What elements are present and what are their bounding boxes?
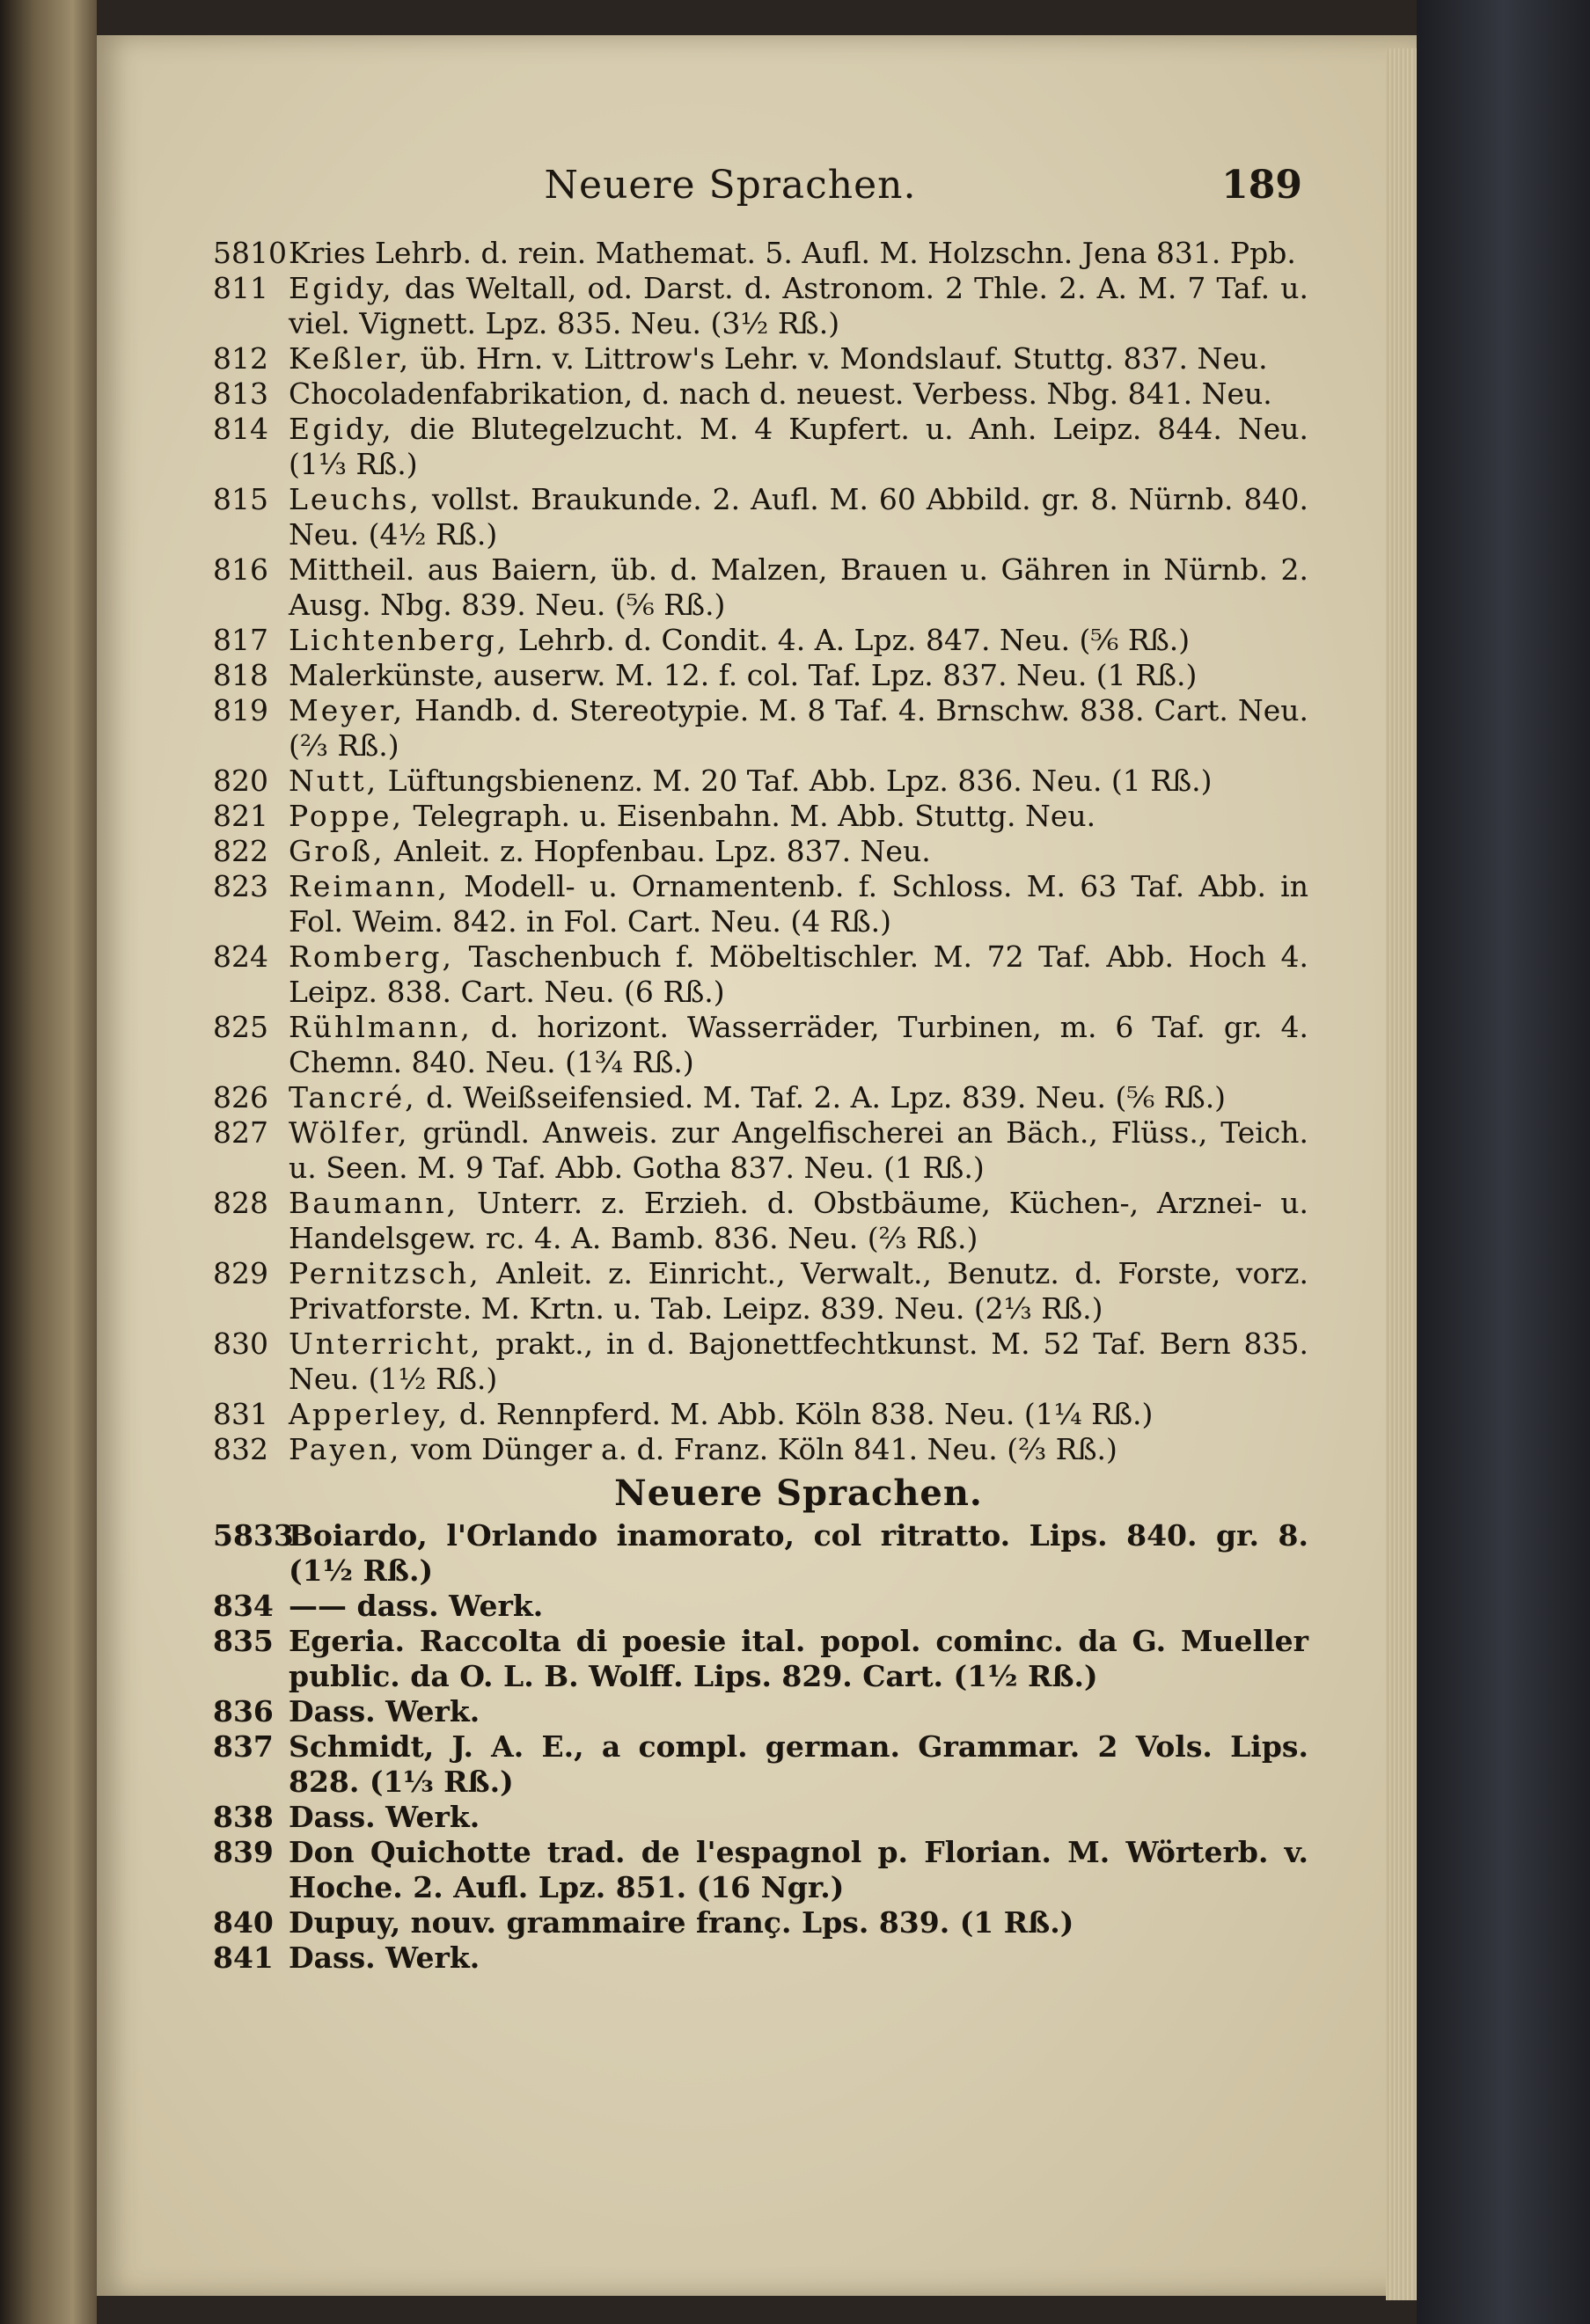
catalog-entry: [213, 1729, 1308, 1800]
entry-author: Poppe,: [289, 799, 405, 833]
catalog-entry: [213, 376, 1308, 412]
german-entry-list: [213, 236, 1308, 1467]
entry-number: 835: [213, 1624, 274, 1658]
catalog-entry: [213, 1694, 1308, 1729]
catalog-entry: [213, 1397, 1308, 1432]
entry-text: [289, 834, 1308, 869]
catalog-entry: [213, 482, 1308, 552]
entry-number: 823: [213, 869, 268, 903]
catalog-entry: [213, 1186, 1308, 1256]
entry-text: [289, 1080, 1308, 1115]
entry-text: Dass. Werk.: [289, 1940, 480, 1975]
entry-number: 820: [213, 764, 268, 798]
entry-description: das Weltall, od. Darst. d. Astronom. 2 Thle. 2. A. M. 7 Taf. u. viel. Vignett. Lpz. 835. Neu. (3½ Rß.): [289, 271, 1308, 340]
entry-text: [289, 1432, 1308, 1467]
entry-number: 829: [213, 1256, 268, 1290]
background-surface: [1417, 0, 1590, 2324]
entry-number: 813: [213, 376, 268, 411]
entry-description: d. Rennpferd. M. Abb. Köln 838. Neu. (1¼ Rß.): [458, 1397, 1154, 1431]
section-title: Neuere Sprachen.: [614, 1473, 983, 1514]
entry-text: Egeria. Raccolta di poesie ital. popol. cominc. da G. Mueller public. da O. L. B. Wolff. Lips. 829. Cart. (1½ Rß.): [289, 1624, 1308, 1693]
entry-description: prakt., in d. Bajonettfechtkunst. M. 52 Taf. Bern 835. Neu. (1½ Rß.): [289, 1326, 1308, 1396]
entry-text: [289, 658, 1308, 693]
entry-text: [289, 552, 1308, 623]
catalog-entry: [213, 869, 1308, 939]
catalog-entry: [213, 1326, 1308, 1397]
entry-author: Payen,: [289, 1432, 402, 1466]
entry-author: Reimann,: [289, 869, 450, 903]
entry-author: Romberg,: [289, 939, 455, 974]
entry-text: [289, 1186, 1308, 1256]
page-stack-edge: [1386, 48, 1417, 2300]
catalog-entry: [213, 1256, 1308, 1326]
entry-author: Keßler,: [289, 341, 412, 376]
entry-description: gründl. Anweis. zur Angelfischerei an Bäch., Flüss., Teich. u. Seen. M. 9 Taf. Abb. Gotha 837. Neu. (1 Rß.): [289, 1115, 1308, 1185]
entry-description: Anleit. z. Einricht., Verwalt., Benutz. d. Forste, vorz. Privatforste. M. Krtn. u. Tab. Leipz. 839. Neu. (2⅓ Rß.): [289, 1256, 1308, 1326]
entry-description: Anleit. z. Hopfenbau. Lpz. 837. Neu.: [394, 834, 931, 868]
entry-description: Unterr. z. Erzieh. d. Obstbäume, Küchen-, Arznei- u. Handelsgew. rc. 4. A. Bamb. 836. Neu. (⅔ Rß.): [289, 1186, 1308, 1255]
entry-text: Dass. Werk.: [289, 1800, 480, 1834]
catalog-entry: [213, 693, 1308, 764]
entry-number: 811: [213, 271, 268, 305]
entry-author: Unterricht,: [289, 1326, 483, 1361]
catalog-entry: [213, 1518, 1308, 1589]
entry-text: [289, 1256, 1308, 1326]
entry-text: Boiardo, l'Orlando inamorato, col ritratto. Lips. 840. gr. 8. (1½ Rß.): [289, 1518, 1308, 1588]
entry-text: Dass. Werk.: [289, 1694, 480, 1728]
entry-text: [289, 271, 1308, 341]
entry-description: d. horizont. Wasserräder, Turbinen, m. 6 Taf. gr. 4. Chemn. 840. Neu. (1¾ Rß.): [289, 1010, 1308, 1079]
catalog-entry: [213, 412, 1308, 482]
catalog-entry: [213, 1940, 1308, 1976]
entry-author: Lichtenberg,: [289, 623, 509, 657]
entry-description: Chocoladenfabrikation, d. nach d. neuest. Verbess. Nbg. 841. Neu.: [289, 376, 1272, 411]
entry-author: Rühlmann,: [289, 1010, 473, 1044]
entry-text: [289, 376, 1308, 412]
entry-description: Telegraph. u. Eisenbahn. M. Abb. Stuttg. Neu.: [413, 799, 1096, 833]
entry-author: Nutt,: [289, 764, 379, 798]
entry-text: [289, 1397, 1308, 1432]
entry-number: 827: [213, 1115, 268, 1150]
entry-number: 840: [213, 1905, 274, 1940]
entry-text: [289, 623, 1308, 658]
entry-author: Meyer,: [289, 693, 406, 727]
entry-number: 818: [213, 658, 268, 692]
catalog-entry: [213, 1624, 1308, 1694]
entry-number: 824: [213, 939, 268, 974]
entry-description: Taschenbuch f. Möbeltischler. M. 72 Taf. Abb. Hoch 4. Leipz. 838. Cart. Neu. (6 Rß.): [289, 939, 1308, 1009]
entry-text: [289, 482, 1308, 552]
catalog-entry: [213, 1905, 1308, 1940]
entry-description: Lehrb. d. Condit. 4. A. Lpz. 847. Neu. (⅚ Rß.): [517, 623, 1191, 657]
entry-number: 5833: [213, 1518, 294, 1553]
catalog-entry: [213, 552, 1308, 623]
entry-author: Tancré,: [289, 1080, 417, 1114]
entry-author: Groß,: [289, 834, 385, 868]
entry-number: 830: [213, 1326, 268, 1361]
entry-text: [289, 412, 1308, 482]
entry-text: —— dass. Werk.: [289, 1589, 544, 1623]
entry-text: [289, 341, 1308, 376]
entry-number: 825: [213, 1010, 268, 1044]
page-number: 189: [1221, 163, 1302, 208]
entry-number: 826: [213, 1080, 268, 1114]
catalog-entry: [213, 1589, 1308, 1624]
catalog-entries: [213, 236, 1308, 1976]
adjacent-page-edge: [0, 0, 97, 2324]
entry-number: 821: [213, 799, 268, 833]
catalog-entry: [213, 271, 1308, 341]
entry-author: Egidy,: [289, 271, 394, 305]
entry-description: vom Dünger a. d. Franz. Köln 841. Neu. (⅔ Rß.): [410, 1432, 1117, 1466]
latin-entry-list: [213, 1518, 1308, 1976]
entry-description: die Blutegelzucht. M. 4 Kupfert. u. Anh. Leipz. 844. Neu. (1⅓ Rß.): [289, 412, 1308, 481]
entry-number: 839: [213, 1835, 274, 1869]
entry-text: [289, 869, 1308, 939]
entry-description: Kries Lehrb. d. rein. Mathemat. 5. Aufl. M. Holzschn. Jena 831. Ppb.: [289, 236, 1296, 270]
entry-text: [289, 1115, 1308, 1186]
entry-number: 836: [213, 1694, 274, 1728]
entry-number: 837: [213, 1729, 274, 1764]
entry-number: 822: [213, 834, 268, 868]
catalog-entry: [213, 341, 1308, 376]
entry-description: üb. Hrn. v. Littrow's Lehr. v. Mondslauf. Stuttg. 837. Neu.: [420, 341, 1268, 376]
entry-description: Modell- u. Ornamentenb. f. Schloss. M. 63 Taf. Abb. in Fol. Weim. 842. in Fol. Cart. Neu. (4 Rß.): [289, 869, 1308, 939]
catalog-entry: [213, 799, 1308, 834]
catalog-entry: [213, 658, 1308, 693]
entry-author: Baumann,: [289, 1186, 459, 1220]
entry-number: 817: [213, 623, 268, 657]
entry-author: Leuchs,: [289, 482, 421, 516]
entry-number: 5810: [213, 236, 287, 270]
entry-number: 815: [213, 482, 268, 516]
entry-text: [289, 799, 1308, 834]
entry-number: 841: [213, 1940, 274, 1975]
catalog-entry: [213, 1115, 1308, 1186]
entry-text: Dupuy, nouv. grammaire franç. Lps. 839. (1 Rß.): [289, 1905, 1074, 1940]
entry-author: Egidy,: [289, 412, 394, 446]
entry-description: Malerkünste, auserw. M. 12. f. col. Taf. Lpz. 837. Neu. (1 Rß.): [289, 658, 1198, 692]
catalog-entry: [213, 623, 1308, 658]
catalog-entry: [213, 1080, 1308, 1115]
entry-text: Schmidt, J. A. E., a compl. german. Grammar. 2 Vols. Lips. 828. (1⅓ Rß.): [289, 1729, 1308, 1799]
catalog-entry: [213, 1010, 1308, 1080]
running-title: Neuere Sprachen.: [544, 163, 917, 208]
entry-number: 812: [213, 341, 268, 376]
entry-author: Wölfer,: [289, 1115, 410, 1150]
catalog-entry: [213, 1800, 1308, 1835]
entry-number: 834: [213, 1589, 274, 1623]
catalog-entry: [213, 764, 1308, 799]
catalog-entry: [213, 1835, 1308, 1905]
entry-number: 831: [213, 1397, 268, 1431]
entry-text: [289, 764, 1308, 799]
catalog-entry: [213, 939, 1308, 1010]
entry-number: 838: [213, 1800, 274, 1834]
entry-text: [289, 693, 1308, 764]
catalog-entry: [213, 1432, 1308, 1467]
entry-description: Mittheil. aus Baiern, üb. d. Malzen, Brauen u. Gähren in Nürnb. 2. Ausg. Nbg. 839. Neu. (⅚ Rß.): [289, 552, 1308, 622]
entry-author: Apperley,: [289, 1397, 451, 1431]
entry-text: [289, 939, 1308, 1010]
catalog-entry: [213, 834, 1308, 869]
catalog-entry: [213, 236, 1308, 271]
entry-number: 828: [213, 1186, 268, 1220]
entry-author: Pernitzsch,: [289, 1256, 481, 1290]
entry-number: 832: [213, 1432, 268, 1466]
entry-number: 819: [213, 693, 268, 727]
entry-text: [289, 1326, 1308, 1397]
entry-number: 814: [213, 412, 268, 446]
entry-description: Lüftungsbienenz. M. 20 Taf. Abb. Lpz. 836. Neu. (1 Rß.): [387, 764, 1213, 798]
entry-description: Handb. d. Stereotypie. M. 8 Taf. 4. Brnschw. 838. Cart. Neu. (⅔ Rß.): [289, 693, 1308, 763]
page-header: [158, 163, 1302, 216]
entry-text: [289, 1010, 1308, 1080]
entry-number: 816: [213, 552, 268, 587]
entry-text: [289, 236, 1308, 271]
entry-text: Don Quichotte trad. de l'espagnol p. Florian. M. Wörterb. v. Hoche. 2. Aufl. Lpz. 851. (16 Ngr.): [289, 1835, 1308, 1904]
entry-description: d. Weißseifensied. M. Taf. 2. A. Lpz. 839. Neu. (⅚ Rß.): [426, 1080, 1227, 1114]
entry-description: vollst. Braukunde. 2. Aufl. M. 60 Abbild. gr. 8. Nürnb. 840. Neu. (4½ Rß.): [289, 482, 1308, 552]
